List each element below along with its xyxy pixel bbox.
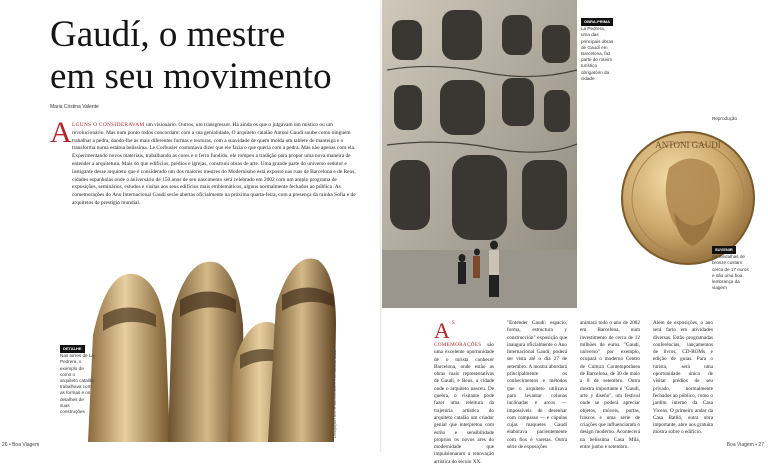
drop-cap: A [50,116,72,149]
la-pedrera-photo [382,0,577,308]
medal-credit: Reprodução [712,116,738,121]
lead-smallcaps: LGUNS O CONSIDERAVAM [72,122,145,128]
col1-smallcaps: S COMEMORAÇÕES [434,320,482,348]
medal-badge: SUVENIR [712,246,736,254]
title-line-1: Gaudí, o mestre [50,14,286,55]
body-column-3: animará todo o ano de 2002 em Barcelona, num investimento de cerca de 12 milhões de euros. "Gaudí, universo" por exemplo, ocupará o moderno Centro de Cultura Contemporânea de Barcelona, de 30 de maio a 8 de setembro. Outra mostra importante é "Gaudí, arte y diseño", um festival onde se poderá apreciar objetos, móveis, portas, frascos e uma série de criações que influenciaram o design moderno. Acontecerá na belíssima Casa Milà, entre junho e setembro. [580,320,640,451]
photo-caption [581,18,615,82]
photo-credit: Divulgação/Turisme Barcelona/Ano Internacional Gaudí [333,349,337,438]
detail-caption [60,345,94,415]
author-byline: Maria Cristina Valente [50,104,99,110]
right-page [382,0,768,465]
photo-badge: OBRA-PRIMA [581,18,613,26]
page-footer-right: Boa Viagem • 27 [726,442,764,448]
medal-caption [712,246,750,291]
body-column-4: Além de exposições, o ano será farto em atividades diversas. Estão programadas conferências, lançamentos de livros, CD-ROMs e edição de guias. Para o turista, será uma oportunidade única de visitar prédios de seu privado, normalmente fechados ao público, como o jardim interno da Casa Vicens. O primeiro andar da Casa Batlló, outra obra importante, abre aos gratuita mostra sobre o edifício. [653,320,713,436]
body-column-1 [434,320,494,466]
left-page [0,0,382,452]
page-footer-left: 26 • Boa Viagem [2,442,40,448]
body-column-2: "Entender Gaudí: espacio, forma, estructura y construcción" exposição que inaugura oficialmente o Ano Internacional Gaudí, poderá ser vista até o dia 27 de setembro. A mostra abordará principalmente os conhecimentos e métodos que o arquiteto utilizava para levantar colunas inclinadas e arcos — impossíveis de desenhar com compasso — e cúpulas cujas maquetes Gaudí elaborava pacientemente com fios e varetas. Outra série de exposições [507,320,567,451]
caption-text: Nas torres de La Pedrera, o exemplo de como o arquiteto catalão trabalhava com as formas e os detalhes de suas construções [60,353,94,415]
title-line-2: em seu movimento [50,56,332,97]
photo-caption-text: La Pedrera, uma das principais obras de Gaudí em Barcelona, faz parte do roteiro turístico obrigatório da cidade [581,26,614,81]
lead-text: um visionário. Outros, um transgressor. Há ainda os que o julgavam um místico ou um revolucionário. Mas num ponto todos concordam: com a sua genialidade, O arquiteto catalão Antoni Gaudí soube como ninguém trabalhar a pedra, dando-lhe as mais diferentes formas e texturas, com a suavidade de quem molda um tablete de manteiga e o transforma numa estátua belíssima. Le Corbusier costumava dizer que ele fazia o que queria com a pedra. Mas não apenas com ela. Experimentando novos materiais, trabalhando as cores e o ferro fundido, ele rompeu a tradição para propor uma nova maneira de entender a arquitetura. Mais do que edifícios, prédios e igrejas, construiu obras de arte. Uma grande parte do universo sedutor e instigante desse arquiteto que é considerado um dos maiores mestres do Modernismo está exposto nas ruas de Barcelona e de Reus, cidades espanholas onde o aniversário de 150 anos de seu nascimento será celebrado em 2002 com um amplo programa de exposições, seminários, estudos e visitas aos seus edifícios mais emblemáticos, alguns normalmente fechados ao público. As comemorações do Ano Internacional Gaudí serão abertas oficialmente na próxima quarta-feira, com a presença da rainha Sofia e de arquitetos de prestígio mundial. [72,122,356,206]
col1-text: são uma excelente oportunidade de o turista conhecer Barcelona, onde estão as obras mais representativas de Gaudí, e Reus, a cidade onde o arquiteto nasceu. De quebra, o visitante pode fazer uma releitura da trajetória artística do arquiteto catalão um criador genial que interpretou com estilo e sensibilidade próprios os novos ares do modernidade que impulsionaram a renovação artística do século XX. [434,342,494,465]
caption-badge: DETALHE [60,345,85,353]
lead-paragraph [72,122,357,208]
chimney-sculptures-photo [68,245,338,442]
article-title [50,14,350,98]
drop-cap-2: A [434,318,450,343]
medal-inscription: ANTONI GAUDI [655,140,721,150]
medal-caption-text: As medalhas de bronze custam cerca de 17 euros e são uma boa lembrança da viagem [712,254,749,291]
